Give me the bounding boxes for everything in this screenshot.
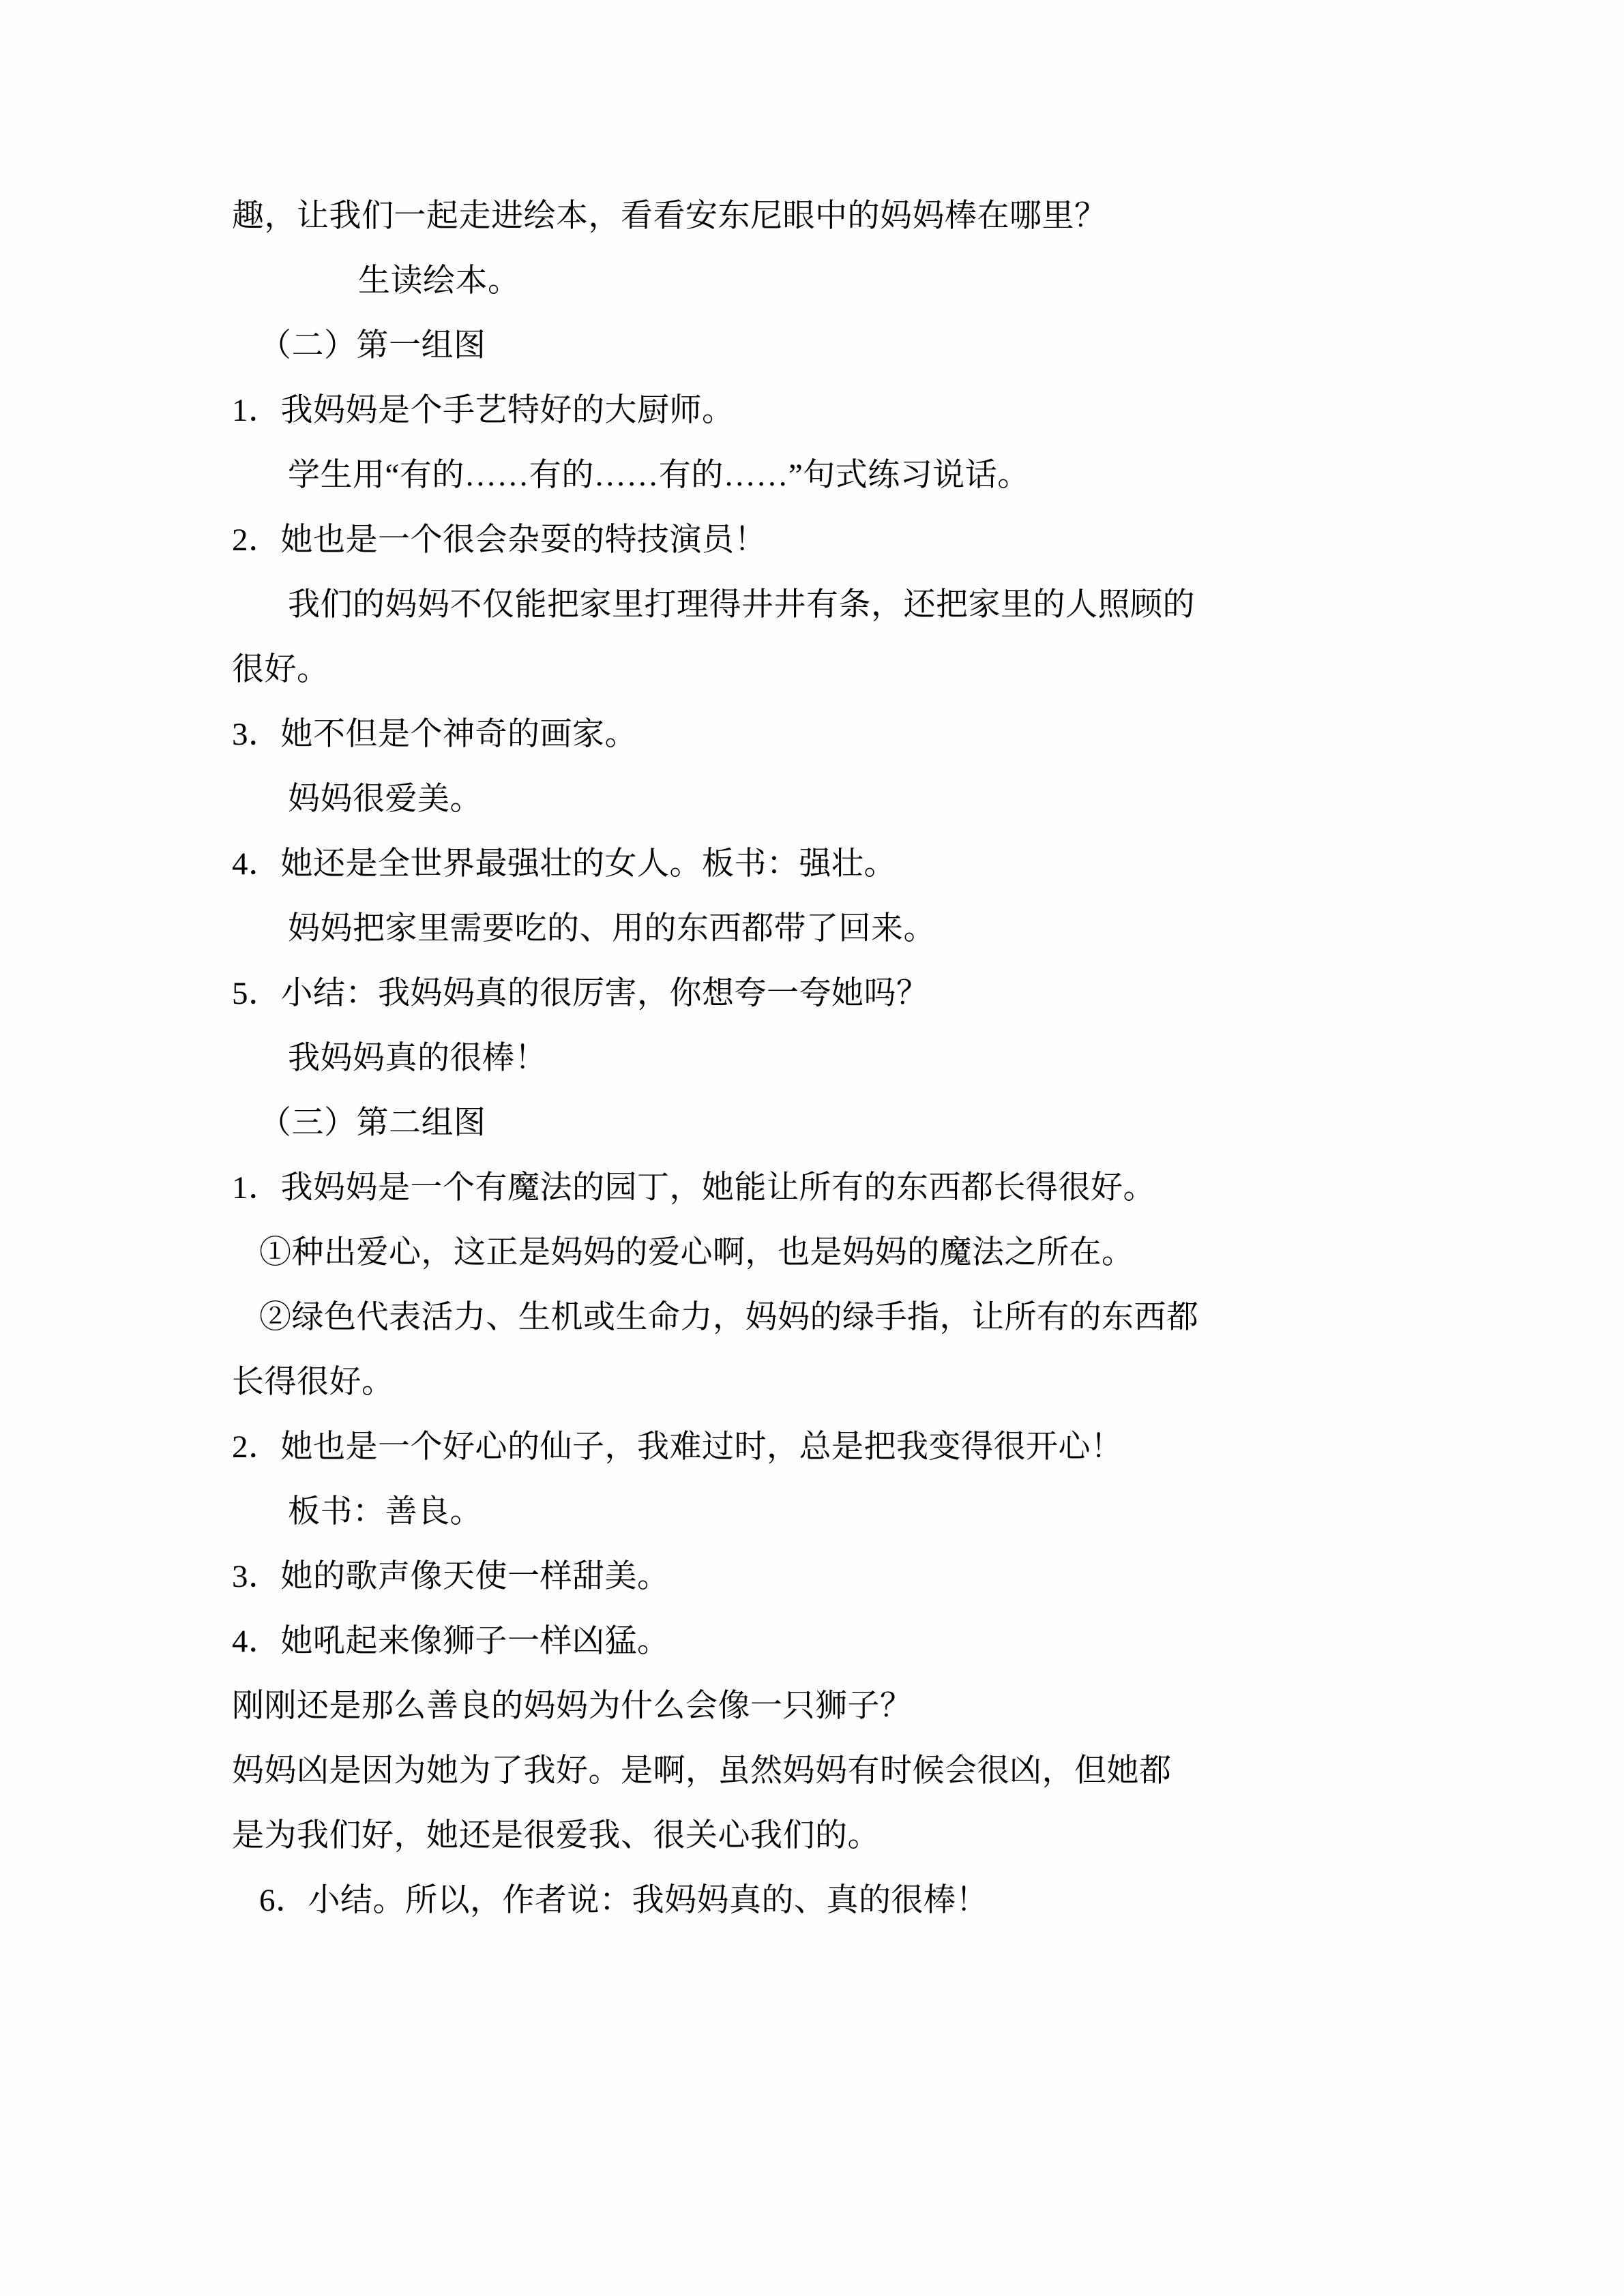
document-body xyxy=(232,184,1405,1933)
text-line: 趣，让我们一起走进绘本，看看安东尼眼中的妈妈棒在哪里？ xyxy=(232,198,1107,234)
text-line: 长得很好。 xyxy=(232,1365,394,1400)
text-line: 板书：善良。 xyxy=(288,1494,482,1530)
text-line: 5．小结：我妈妈真的很厉害，你想夸一夸她吗？ xyxy=(232,976,929,1011)
text-line: 4．她还是全世界最强壮的女人。板书：强壮。 xyxy=(232,846,896,882)
text-line: 3．她的歌声像天使一样甜美。 xyxy=(232,1559,670,1594)
text-line: （二）第一组图 xyxy=(259,328,486,363)
text-line: 妈妈很爱美。 xyxy=(288,781,482,817)
text-line: 2．她也是一个好心的仙子，我难过时，总是把我变得很开心！ xyxy=(232,1429,1123,1465)
text-line: 6．小结。所以，作者说：我妈妈真的、真的很棒！ xyxy=(259,1883,988,1918)
text-line: 刚刚还是那么善良的妈妈为什么会像一只狮子？ xyxy=(232,1688,913,1724)
text-line: 3．她不但是个神奇的画家。 xyxy=(232,717,637,752)
text-line: 学生用“有的……有的……有的……”句式练习说话。 xyxy=(288,458,1030,493)
text-line: ②绿色代表活力、生机或生命力，妈妈的绿手指，让所有的东西都 xyxy=(259,1300,1199,1335)
text-line: 1．我妈妈是一个有魔法的园丁，她能让所有的东西都长得很好。 xyxy=(232,1170,1155,1206)
text-line: 是为我们好，她还是很爱我、很关心我们的。 xyxy=(232,1818,880,1853)
text-line: ①种出爱心，这正是妈妈的爱心啊，也是妈妈的魔法之所在。 xyxy=(259,1235,1134,1270)
text-line: 生读绘本。 xyxy=(358,263,520,299)
text-line: 1．我妈妈是个手艺特好的大厨师。 xyxy=(232,393,735,428)
text-line: 我妈妈真的很棒！ xyxy=(288,1041,547,1076)
text-line: 4．她吼起来像狮子一样凶猛。 xyxy=(232,1624,670,1659)
text-line: 我们的妈妈不仅能把家里打理得井井有条，还把家里的人照顾的 xyxy=(288,587,1195,623)
text-line: 妈妈凶是因为她为了我好。是啊，虽然妈妈有时候会很凶，但她都 xyxy=(232,1753,1172,1789)
text-line: （三）第二组图 xyxy=(259,1105,486,1141)
text-line: 妈妈把家里需要吃的、用的东西都带了回来。 xyxy=(288,911,936,946)
text-line: 2．她也是一个很会杂耍的特技演员！ xyxy=(232,522,767,558)
text-line: 很好。 xyxy=(232,652,329,687)
